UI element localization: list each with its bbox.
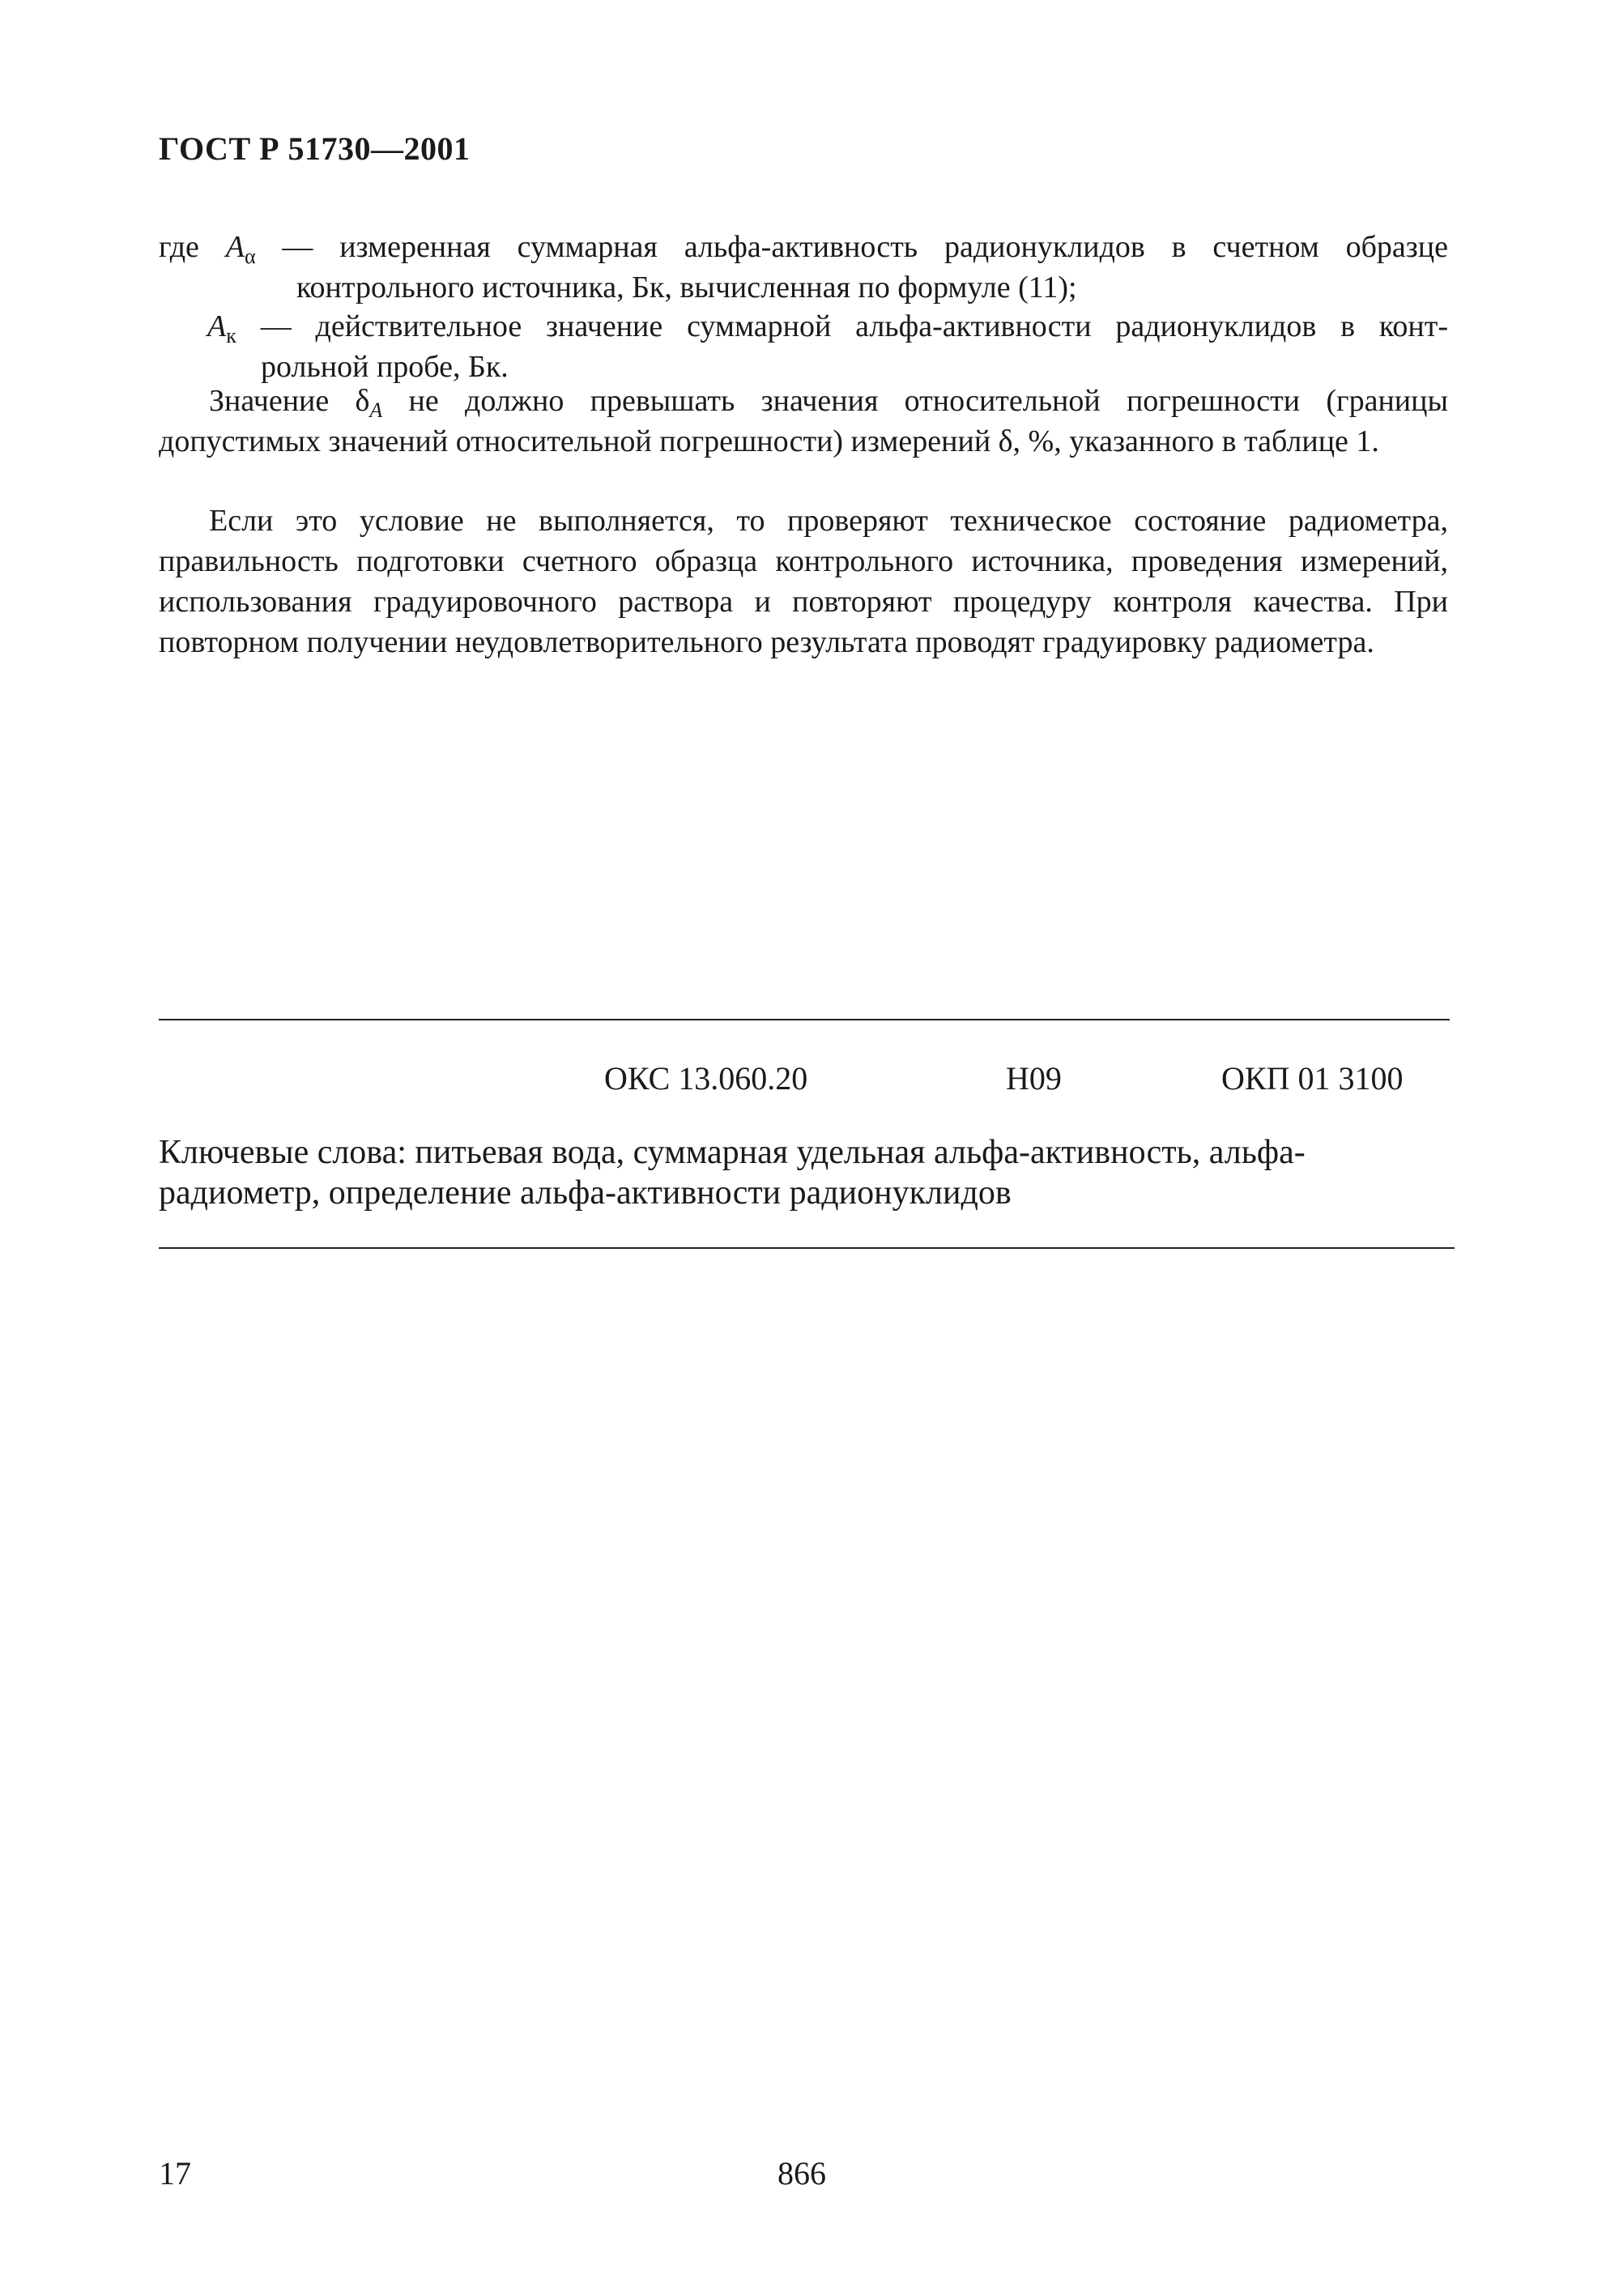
page-number: 17 — [159, 2155, 191, 2192]
document-header: ГОСТ Р 51730—2001 — [159, 130, 471, 167]
definition-prefix: где — [159, 230, 199, 264]
bottom-divider — [159, 1247, 1455, 1249]
definition-subscript: к — [226, 324, 236, 347]
definition-line — [159, 227, 1448, 267]
okp-code: ОКП 01 3100 — [1221, 1060, 1404, 1097]
definition-symbol: A — [225, 230, 245, 264]
definition-text: — действительное значение суммарной альфа-активности радионуклидов в конт- — [260, 309, 1448, 343]
definition-symbol: A — [207, 309, 227, 343]
paragraph-text-start: Значение δ — [209, 384, 370, 418]
definition-line — [207, 306, 1448, 347]
definition-subscript: α — [244, 245, 256, 268]
definition-a-k — [0, 306, 1606, 387]
paragraph-delta-condition — [159, 381, 1448, 462]
oks-code: ОКС 13.060.20 — [604, 1060, 808, 1097]
paragraph-quality-control: Если это условие не выполняется, то проверяют техническое состояние радиометра, правильность подготовки счетного образца контрольного источника, проведения измерений, использования градуировочного раствора и повторяют процедуру контроля качества. При повторном получении неудовлетворительного результата проводят градуировку радиометра. — [159, 504, 1448, 659]
definition-continuation: контрольного источника, Бк, вычисленная по формуле (11); — [296, 270, 1077, 305]
delta-subscript: A — [369, 398, 383, 422]
paragraph-text-end: не должно превышать значения относительной погрешности (границы допустимых значений относительной погрешности) измерений δ, %, указанного в таблице 1. — [159, 384, 1448, 458]
keywords: Ключевые слова: питьевая вода, суммарная удельная альфа-активность, альфа-радиометр, определение альфа-активности радионуклидов — [159, 1134, 1306, 1212]
group-code: Н09 — [1006, 1060, 1062, 1097]
definition-a-alpha — [0, 227, 1606, 308]
definition-continuation: рольной пробе, Бк. — [261, 350, 509, 384]
definition-text: — измеренная суммарная альфа-активность радионуклидов в счетном образце — [282, 230, 1449, 264]
collection-page-number: 866 — [777, 2155, 826, 2192]
top-divider — [159, 1019, 1450, 1020]
